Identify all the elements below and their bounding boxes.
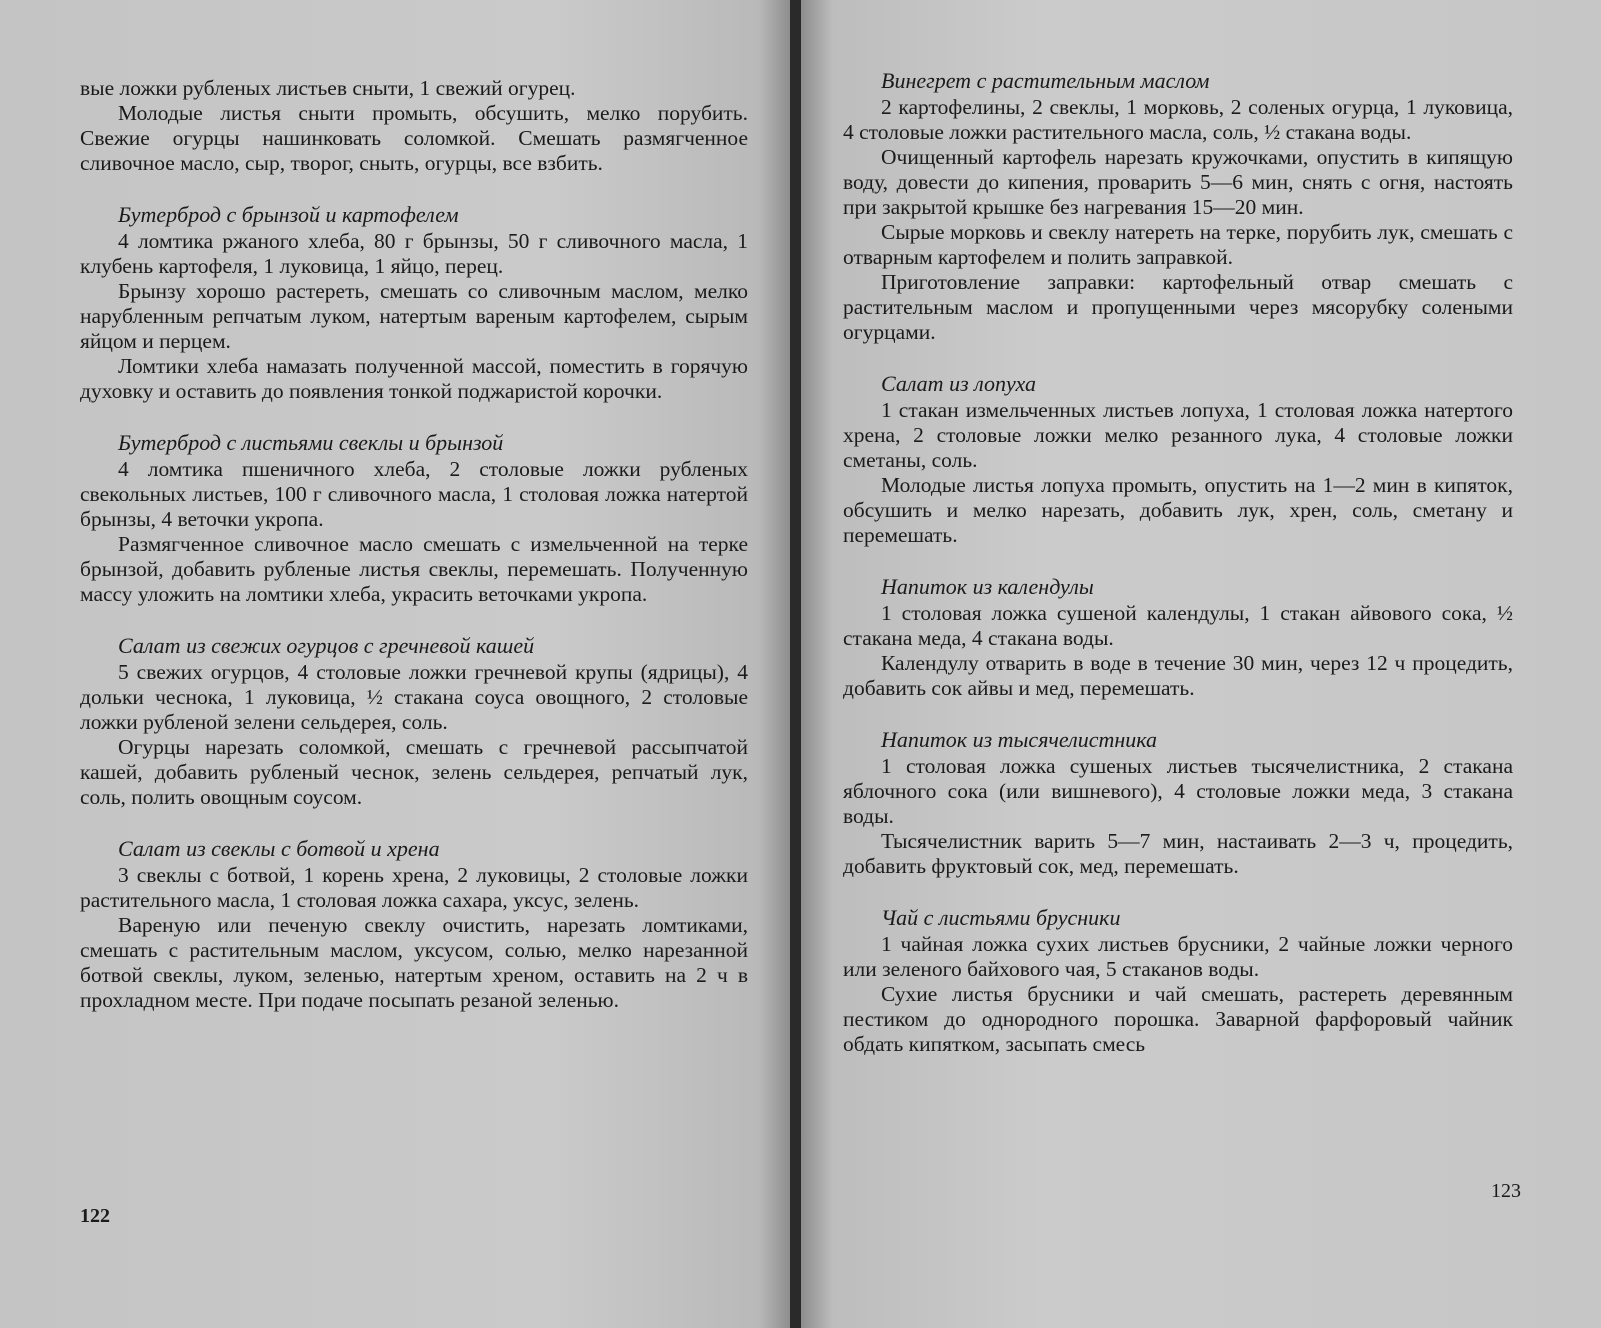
right-text-column [843, 68, 1513, 1083]
recipe-title: Напиток из календулы [881, 574, 1094, 599]
right-page [801, 0, 1601, 1328]
recipe [843, 905, 1513, 1057]
paragraph: 3 свеклы с ботвой, 1 корень хрена, 2 луковицы, 2 столовые ложки растительного масла, 1 столовая ложка сахара, уксус, зелень. [80, 863, 748, 912]
paragraph: 2 картофелины, 2 свеклы, 1 морковь, 2 соленых огурца, 1 луковица, 4 столовые ложки растительного масла, соль, ½ стакана воды. [843, 95, 1513, 144]
book-spine [790, 0, 801, 1328]
paragraph: Приготовление заправки: картофельный отвар смешать с растительным маслом и пропущенными через мясорубку солеными огурцами. [843, 270, 1513, 344]
paragraph: 4 ломтика ржаного хлеба, 80 г брынзы, 50 г сливочного масла, 1 клубень картофеля, 1 луковица, 1 яйцо, перец. [80, 229, 748, 278]
paragraph: Огурцы нарезать соломкой, смешать с гречневой рассыпчатой кашей, добавить рубленый чеснок, зелень сельдерея, репчатый лук, соль, полить овощным соусом. [80, 735, 748, 809]
recipe [80, 430, 748, 607]
recipe-title: Чай с листьями брусники [881, 905, 1121, 930]
recipe [843, 371, 1513, 548]
left-text-column [80, 76, 748, 1039]
paragraph: Сухие листья брусники и чай смешать, растереть деревянным пестиком до однородного порошка. Заварной фарфоровый чайник обдать кипятком, засыпать смесь [843, 982, 1513, 1056]
recipe-title: Салат из лопуха [881, 371, 1036, 396]
paragraph: Молодые листья сныти промыть, обсушить, мелко порубить. Свежие огурцы нашинковать соломкой. Смешать размягченное сливочное масло, сыр, творог, сныть, огурцы, все взбить. [80, 101, 748, 175]
paragraph: Брынзу хорошо растереть, смешать со сливочным маслом, мелко нарубленным репчатым луком, натертым вареным картофелем, сырым яйцом и перцем. [80, 279, 748, 353]
recipe [843, 727, 1513, 879]
recipe [843, 574, 1513, 701]
paragraph: 1 стакан измельченных листьев лопуха, 1 столовая ложка натертого хрена, 2 столовые ложки мелко резанного лука, 4 столовые ложки сметаны, соль. [843, 398, 1513, 472]
recipe [80, 202, 748, 404]
recipe-title: Салат из свеклы с ботвой и хрена [118, 836, 440, 861]
recipe [80, 633, 748, 810]
paragraph: Очищенный картофель нарезать кружочками, опустить в кипящую воду, довести до кипения, проварить 5—6 мин, снять с огня, настоять при закрытой крышке без нагревания 15—20 мин. [843, 145, 1513, 219]
paragraph: 4 ломтика пшеничного хлеба, 2 столовые ложки рубленых свекольных листьев, 100 г сливочного масла, 1 столовая ложка натертой брынзы, 4 веточки укропа. [80, 457, 748, 531]
page-number: 123 [1491, 1180, 1521, 1202]
recipe [80, 836, 748, 1013]
paragraph: Вареную или печеную свеклу очистить, нарезать ломтиками, смешать с растительным маслом, уксусом, солью, мелко нарезанной ботвой свеклы, луком, зеленью, натертым хреном, оставить на 2 ч в прохладном месте. При подаче посыпать резаной зеленью. [80, 913, 748, 1012]
paragraph: Размягченное сливочное масло смешать с измельченной на терке брынзой, добавить рубленые листья свеклы, перемешать. Полученную массу уложить на ломтики хлеба, украсить веточками укропа. [80, 532, 748, 606]
paragraph: Ломтики хлеба намазать полученной массой, поместить в горячую духовку и оставить до появления тонкой поджаристой корочки. [80, 354, 748, 403]
paragraph: 1 чайная ложка сухих листьев брусники, 2 чайные ложки черного или зеленого байхового чая, 5 стаканов воды. [843, 932, 1513, 981]
paragraph: 5 свежих огурцов, 4 столовые ложки гречневой крупы (ядрицы), 4 дольки чеснока, 1 луковица, ½ стакана соуса овощного, 2 столовые ложки рубленой зелени сельдерея, соль. [80, 660, 748, 734]
paragraph: Молодые листья лопуха промыть, опустить на 1—2 мин в кипяток, обсушить и мелко нарезать, добавить лук, хрен, соль, сметану и перемешать. [843, 473, 1513, 547]
paragraph: Календулу отварить в воде в течение 30 мин, через 12 ч процедить, добавить сок айвы и мед, перемешать. [843, 651, 1513, 700]
recipe-title: Винегрет с растительным маслом [881, 68, 1210, 93]
recipe-title: Бутерброд с листьями свеклы и брынзой [118, 430, 504, 455]
recipe [843, 68, 1513, 345]
paragraph: Сырые морковь и свеклу натереть на терке, порубить лук, смешать с отварным картофелем и полить заправкой. [843, 220, 1513, 269]
paragraph: 1 столовая ложка сушеной календулы, 1 стакан айвового сока, ½ стакана меда, 4 стакана воды. [843, 601, 1513, 650]
recipe-title: Бутерброд с брынзой и картофелем [118, 202, 459, 227]
paragraph: Тысячелистник варить 5—7 мин, настаивать 2—3 ч, процедить, добавить фруктовый сок, мед, перемешать. [843, 829, 1513, 878]
recipe-title: Напиток из тысячелистника [881, 727, 1158, 752]
paragraph: вые ложки рубленых листьев сныти, 1 свежий огурец. [80, 76, 576, 100]
recipe-title: Салат из свежих огурцов с гречневой кашей [118, 633, 535, 658]
paragraph: 1 столовая ложка сушеных листьев тысячелистника, 2 стакана яблочного сока (или вишневого), 4 столовые ложки меда, 3 стакана воды. [843, 754, 1513, 828]
left-page [0, 0, 790, 1328]
continued-recipe [80, 76, 748, 176]
page-number: 122 [80, 1205, 110, 1227]
